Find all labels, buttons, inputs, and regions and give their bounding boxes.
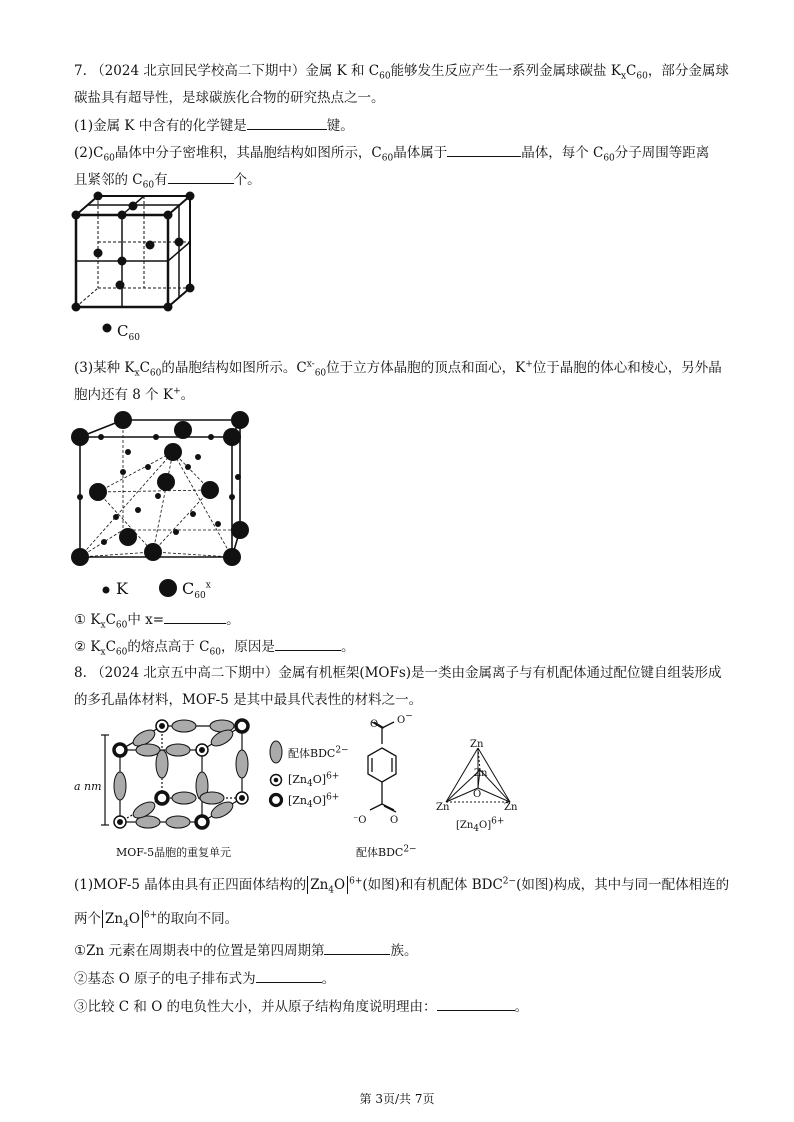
q8-intro-line2: 的多孔晶体材料，MOF-5 是其中最具代表性的材料之一。 [74, 692, 423, 708]
q8-sub2: ②基态 O 原子的电子排布式为 。 [74, 971, 336, 987]
bdc-label-o-minus-bottom: ⁻O [353, 815, 367, 826]
mof5-unit-figure [100, 720, 260, 830]
fig2-legend-c60: $C_{60}^x$ [182, 579, 211, 602]
answer-blank[interactable] [324, 941, 390, 955]
legend-zn4o-1: $[Zn_4O]^{6+}$ [288, 771, 340, 790]
legend-bdc: 配体$BDC^{2-}$ [288, 745, 349, 760]
mof5-axis-label: a nm [74, 780, 102, 793]
q7-part3-line2: 胞内还有 8 个 K+。 [74, 386, 195, 403]
answer-blank[interactable] [437, 997, 515, 1011]
tetra-zn-top: Zn [470, 739, 484, 750]
q8-part1-line2: 两个 $Zn_4O$ $^{6+}$的取向不同。 [74, 910, 239, 930]
page-footer: 第 3页/共 7页 [359, 1092, 435, 1106]
bdc-label-o-minus-top: O− [397, 711, 413, 726]
q7-part2: $(2)C_{60}$晶体中分子密堆积，其晶胞结构如图所示，$C_{60}$晶体属于 晶体，每个 $C_{60}$分子周围等距离 [74, 145, 710, 164]
q7-part1: (1)金属 K 中含有的化学键是 键。 [74, 118, 354, 134]
tetra-caption: $[Zn_4O]^{6+}$ [456, 816, 505, 834]
fig1-legend: $C_{60}$ [117, 322, 140, 343]
answer-blank[interactable] [247, 116, 327, 130]
q8-sub3: ③比较 C 和 O 的电负性大小，并从原子结构角度说明理由： 。 [74, 999, 529, 1015]
q7-sub1: ① $K_xC_{60}$中 x= 。 [74, 612, 240, 631]
answer-blank[interactable] [164, 610, 226, 624]
tetra-zn-left: Zn [436, 802, 450, 813]
kxc60-cell-figure [68, 412, 248, 602]
q7-intro-line2: 碳盐具有超导性，是球碳族化合物的研究热点之一。 [74, 90, 385, 106]
q7-sub2: ② $K_xC_{60}$的熔点高于 $C_{60}$，原因是 。 [74, 639, 355, 658]
q7-intro: 7. （2024 北京回民学校高二下期中）金属 K 和 $C_{60}$能够发生反应产生一系列金属球碳盐 $K_xC_{60}$，部分金属球 [74, 63, 729, 82]
tetra-o: O [473, 789, 482, 800]
q8-sub1: ①Zn 元素在周期表中的位置是第四周期第 族。 [74, 943, 418, 959]
q8-intro: 8. （2024 北京五中高二下期中）金属有机框架(MOFs)是一类由金属离子与有机配体通过配位键自组装形成 [74, 665, 722, 681]
legend-zn4o-2: $[Zn_4O]^{6+}$ [288, 792, 340, 811]
answer-blank[interactable] [168, 170, 234, 184]
answer-blank[interactable] [256, 969, 322, 983]
fig2-legend-k: K [116, 579, 128, 598]
q8-part1: (1)MOF-5 晶体由具有正四面体结构的 $Zn_4O$ $^{6+}$(如图)和有机配体 $BDC^{2-}$(如图)构成，其中与同一配体相连的 [74, 876, 730, 896]
answer-blank[interactable] [447, 143, 521, 157]
mof5-legend-symbols [268, 740, 288, 810]
tetra-zn-mid: Zn [474, 768, 488, 779]
bdc-caption: 配体$BDC^{2-}$ [356, 844, 417, 859]
mof5-caption: MOF-5晶胞的重复单元 [116, 846, 232, 859]
tetra-zn-right: Zn [504, 802, 518, 813]
answer-blank[interactable] [275, 637, 341, 651]
bdc-label-o-top: O [370, 719, 379, 730]
bdc-label-o-bottom: O [390, 815, 399, 826]
q7-part3: (3)某种 $K_xC_{60}$的晶胞结构如图所示。$C^{x-}_{60}$位于立方体晶胞的顶点和面心，K+位于晶胞的体心和棱心，另外晶 [74, 359, 722, 379]
q7-part2-line2: 且紧邻的 $C_{60}$有 个。 [74, 172, 261, 191]
c60-fcc-cell-figure [70, 193, 200, 343]
